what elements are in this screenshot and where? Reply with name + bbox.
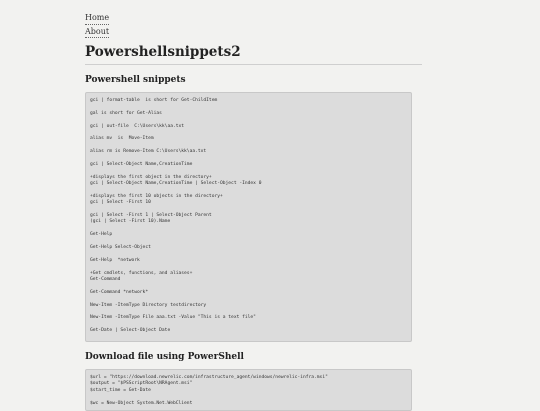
nav-home-link[interactable]: Home: [85, 12, 109, 25]
code-line: gci | format-table is short for Get-ChildItem: [90, 98, 218, 103]
code-line: gci | out-file C:\Users\kk\aa.txt: [90, 123, 185, 129]
code-block-powershell-snippets[interactable]: [85, 92, 412, 342]
code-line: alias mv is Move-Item: [90, 136, 154, 142]
code-line: Get-Help *network: [90, 257, 140, 263]
code-line: +displays the first 10 objects in the directory+: [90, 193, 223, 199]
code-line: gci | Select -First 1 | Select-Object Parent: [90, 213, 212, 219]
code-line: $url = "https://download.newrelic.com/infrastructure_agent/windows/newrelic-infra.msi": [90, 375, 328, 380]
page-title: Powershellsnippets2: [85, 44, 241, 60]
title-divider: [85, 64, 422, 65]
code-line: gci | Select-Object Name,CreationTime | Select-Object -Index 0: [90, 181, 262, 187]
code-line: Get-Command *network*: [90, 289, 149, 295]
code-line: $start_time = Get-Date: [90, 387, 151, 393]
code-line: +Get cmdlets, functions, and aliases+: [90, 270, 193, 276]
site-nav: [85, 12, 109, 39]
code-line: Get-Help: [90, 232, 113, 238]
code-line: New-Item -ItemType Directory testdirectory: [90, 302, 207, 308]
code-line: (gci | Select -First 10).Name: [90, 219, 171, 225]
code-line: Get-Command: [90, 276, 121, 282]
code-line: gal is short for Get-Alias: [90, 110, 162, 116]
code-line: alias rm is Remove-Item C:\Users\kk\aa.txt: [90, 149, 207, 155]
code-line: $output = "$PSScriptRoot\NRAgent.msi": [90, 381, 193, 387]
code-line: New-Item -ItemType File aaa.txt -Value "This is a text file": [90, 315, 256, 321]
code-line: Get-Date | Select-Object Date: [90, 328, 171, 334]
section-heading-powershell-snippets: Powershell snippets: [85, 75, 186, 85]
code-line: +displays the first object in the directory+: [90, 174, 212, 180]
nav-about-link[interactable]: About: [85, 26, 109, 39]
section-heading-download-file: Download file using PowerShell: [85, 352, 244, 362]
code-line: Get-Help Select-Object: [90, 244, 151, 250]
code-line: gci | Select -First 10: [90, 200, 151, 206]
code-line: $wc = New-Object System.Net.WebClient: [90, 400, 193, 406]
code-line: gci | Select-Object Name,CreationTime: [90, 161, 193, 167]
